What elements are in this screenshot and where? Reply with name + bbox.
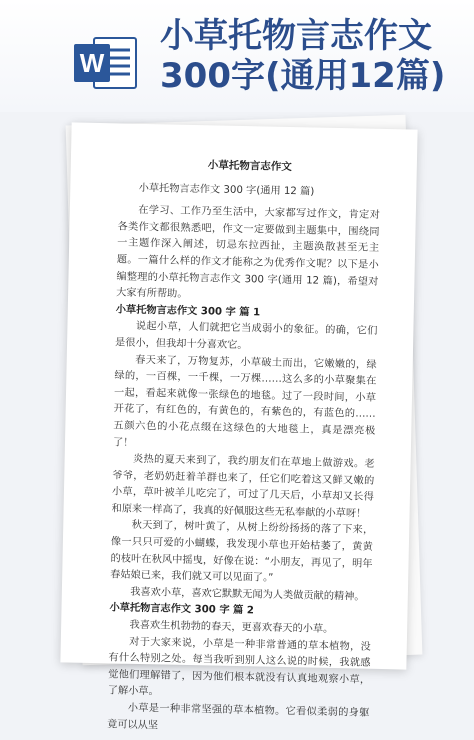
banner-title [160,16,466,96]
paragraph: 对于大家来说，小草是一种非常普通的草本植物，没有什么特别之处。每当我听到别人这么说的时候，我就感觉他们理解错了，因为他们根本就没有认真地观察小草，了解小草。 [107,636,371,698]
document-content [107,155,381,739]
logo-letter: W [79,48,105,78]
paragraph: 说起小草，人们就把它当成弱小的象征。的确，它们是很小，但我却十分喜欢它。 [114,321,378,352]
paragraph: 我喜欢生机勃勃的春天，更喜欢春天的小草。 [129,619,334,636]
document-subtitle: 小草托物言志作文 300 字(通用 12 篇) [138,182,315,198]
banner-title-line2: 300字(通用12篇) [160,56,446,96]
word-document-icon [72,32,140,94]
paragraph: 炎热的夏天来到了，我约朋友们在草地上做游戏。老爷爷，老奶奶赶着羊群也来了，任它们吃着这又鲜又嫩的小草，草叶被羊儿吃完了，可过了几天后，小草却又长得和原来一样高了，我真的好佩服这些无私奉献的小草呀！ [111,453,375,520]
banner-title-line1: 小草托物言志作文 [160,16,432,56]
section-heading-1: 小草托物言志作文 300 字 篇 1 [115,304,261,319]
document-page [60,122,417,731]
paragraph: 春天来了，万物复苏，小草破土而出，它嫩嫩的，绿绿的，一百棵，一千棵，一万棵……这么多的小草聚集在一起，看起来就像一张绿色的地毯。过了一段时间，小草开花了，有红色的，有黄色的，有紫色的，有蓝色的……五颜六色的小花点缀在这绿色的大地毯上，真是漂亮极了！ [112,354,377,449]
paragraph: 我喜欢小草，喜欢它默默无闻为人类做贡献的精神。 [130,586,365,603]
intro-paragraph: 在学习、工作乃至生活中，大家都写过作文，肯定对各类作文都很熟悉吧，作文一定要做到主题集中，围绕同一主题作深入阐述，切忌东拉西扯，主题涣散甚至无主题。一篇什么样的作文才能称之为优秀作文呢？以下是小编整理的小草托物言志作文 300 字(通用 12 篇)，希望对大家有所帮助。 [116,205,380,301]
section-heading-2: 小草托物言志作文 300 字 篇 2 [109,602,255,617]
document-title: 小草托物言志作文 [207,159,292,174]
paragraph: 小草是一种非常坚强的草本植物。它看似柔弱的身躯竟可以从坚 [106,702,370,731]
paragraph: 秋天到了，树叶黄了，从树上纷纷扬扬的落了下来，像一只只可爱的小蝴蝶，我发现小草也开始枯萎了，黄黄的枝叶在秋风中摇曳，好像在说：“小朋友，再见了，明年春姑娘已来，我们就又可以见面了。” [110,520,374,585]
banner [0,0,474,112]
